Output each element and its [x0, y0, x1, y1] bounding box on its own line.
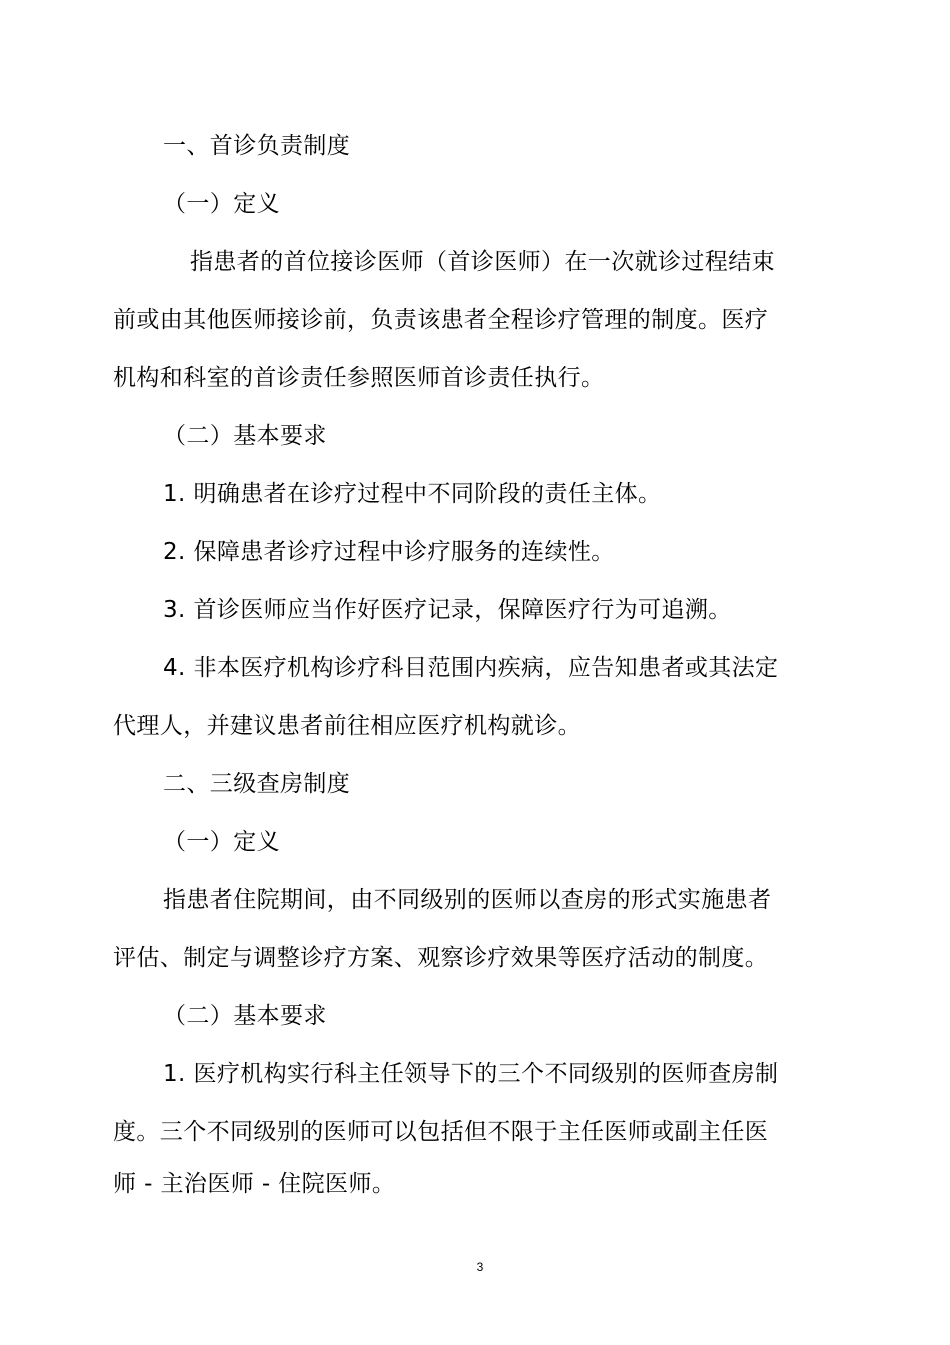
list-item: 3. 首诊医师应当作好医疗记录，保障医疗行为可追溯。 — [163, 597, 732, 623]
paragraph-line: 评估、制定与调整诊疗方案、观察诊疗效果等医疗活动的制度。 — [113, 945, 769, 971]
paragraph-line: 指患者的首位接诊医师（首诊医师）在一次就诊过程结束 — [190, 249, 775, 275]
list-item-continuation: 师 - 主治医师 - 住院医师。 — [113, 1171, 396, 1197]
section-heading-2: 二、三级查房制度 — [163, 771, 351, 797]
list-item-continuation: 代理人，并建议患者前往相应医疗机构就诊。 — [113, 713, 581, 739]
list-item: 1. 医疗机构实行科主任领导下的三个不同级别的医师查房制 — [163, 1061, 779, 1087]
paragraph-line: 机构和科室的首诊责任参照医师首诊责任执行。 — [113, 365, 605, 391]
subsection-heading-definition: （一）定义 — [163, 829, 280, 855]
list-item: 4. 非本医疗机构诊疗科目范围内疾病，应告知患者或其法定 — [163, 655, 779, 681]
list-item: 2. 保障患者诊疗过程中诊疗服务的连续性。 — [163, 539, 615, 565]
section-heading-1: 一、首诊负责制度 — [163, 133, 351, 159]
list-item: 1. 明确患者在诊疗过程中不同阶段的责任主体。 — [163, 481, 662, 507]
subsection-heading-requirements: （二）基本要求 — [163, 423, 327, 449]
paragraph-line: 前或由其他医师接诊前，负责该患者全程诊疗管理的制度。医疗 — [113, 307, 769, 333]
list-item-continuation: 度。三个不同级别的医师可以包括但不限于主任医师或副主任医 — [113, 1119, 769, 1145]
paragraph-line: 指患者住院期间，由不同级别的医师以查房的形式实施患者 — [163, 887, 772, 913]
subsection-heading-requirements: （二）基本要求 — [163, 1003, 327, 1029]
page-number: 3 — [476, 1260, 484, 1274]
subsection-heading-definition: （一）定义 — [163, 191, 280, 217]
